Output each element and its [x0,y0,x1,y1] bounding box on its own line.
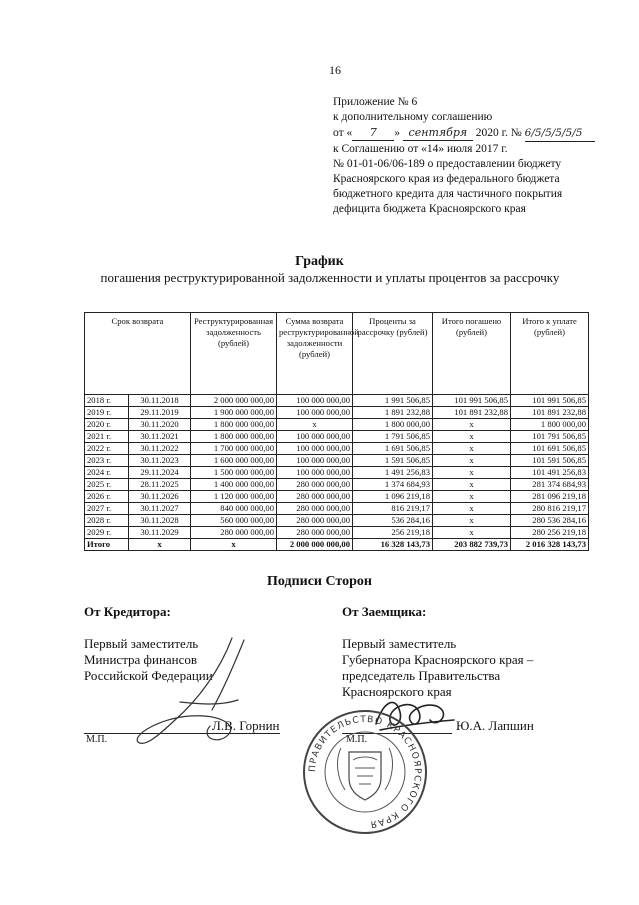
annex-line-6: Красноярского края из федерального бюджета [333,173,560,185]
table-total-row [85,539,589,551]
annex-line-1: Приложение № 6 [333,96,418,108]
creditor-name: Л.В. Горнин [212,718,280,733]
annex-line-7: бюджетного кредита для частичного покрытия [333,188,563,200]
header-interest: Проценты за рассрочку (рублей) [353,313,433,395]
row-return: 100 000 000,00 [277,443,353,455]
row-topay: 281 096 219,18 [511,491,589,503]
row-debt: 1 120 000 000,00 [191,491,277,503]
table-row [85,467,589,479]
row-debt: 1 800 000 000,00 [191,431,277,443]
row-repaid: х [433,455,511,467]
row-interest: 1 096 219,18 [353,491,433,503]
row-debt: 1 800 000 000,00 [191,419,277,431]
row-interest: 1 800 000,00 [353,419,433,431]
row-date: 30.11.2028 [129,515,191,527]
row-return: 280 000 000,00 [277,479,353,491]
creditor-line-1: Первый заместитель [84,636,199,651]
table-row [85,443,589,455]
row-topay: 101 991 506,85 [511,395,589,407]
row-date: 30.11.2026 [129,491,191,503]
header-term: Срок возврата [85,313,191,395]
total-debt: х [191,539,277,551]
row-date: 28.11.2025 [129,479,191,491]
row-interest: 1 891 232,88 [353,407,433,419]
row-topay: 101 691 506,85 [511,443,589,455]
row-date: 30.11.2018 [129,395,191,407]
annex-year: 2020 г. № [475,127,522,139]
seal-text: ПРАВИТЕЛЬСТВО КРАСНОЯРСКОГО КРАЯ [307,714,423,829]
creditor-mp: М.П. [86,734,108,745]
row-debt: 1 900 000 000,00 [191,407,277,419]
annex-header [333,95,623,217]
row-interest: 1 491 256,83 [353,467,433,479]
row-return: 100 000 000,00 [277,455,353,467]
table-row [85,491,589,503]
annex-line-5: № 01-01-06/06-189 о предоставлении бюджету [333,158,562,170]
table-row [85,431,589,443]
table-header-row [85,313,589,395]
row-repaid: х [433,503,511,515]
annex-line-4: к Соглашению от «14» июля 2017 г. [333,143,508,155]
row-return: 100 000 000,00 [277,395,353,407]
total-label: Итого [85,539,129,551]
row-topay: 101 791 506,85 [511,431,589,443]
row-return: 280 000 000,00 [277,503,353,515]
row-debt: 840 000 000,00 [191,503,277,515]
row-date: 30.11.2027 [129,503,191,515]
row-return: 280 000 000,00 [277,491,353,503]
borrower-name: Ю.А. Лапшин [456,718,534,733]
annex-line-3 [333,125,623,142]
header-debt: Реструктурированная задолженность (рублей) [191,313,277,395]
row-repaid: 101 991 506,85 [433,395,511,407]
borrower-line-3: председатель Правительства [342,668,501,683]
row-interest: 1 991 506,85 [353,395,433,407]
row-topay: 1 800 000,00 [511,419,589,431]
total-interest: 16 328 143,73 [353,539,433,551]
signatures-title: Подписи Сторон [267,574,372,589]
row-year: 2028 г. [85,515,129,527]
row-interest: 256 219,18 [353,527,433,539]
document-subtitle: погашения реструктурированной задолженности и уплаты процентов за рассрочку [100,270,560,285]
annex-line-8: дефицита бюджета Красноярского края [333,203,526,215]
borrower-line-1: Первый заместитель [342,636,457,651]
borrower-heading: От Заемщика: [342,604,427,619]
row-year: 2027 г. [85,503,129,515]
creditor-signature [120,630,270,760]
row-year: 2023 г. [85,455,129,467]
row-year: 2021 г. [85,431,129,443]
row-debt: 1 700 000 000,00 [191,443,277,455]
annex-date-prefix: от « [333,127,353,139]
row-topay: 280 816 219,17 [511,503,589,515]
row-repaid: х [433,527,511,539]
header-repaid: Итого погашено (рублей) [433,313,511,395]
row-debt: 2 000 000 000,00 [191,395,277,407]
row-year: 2019 г. [85,407,129,419]
annex-month: сентября [403,125,473,141]
row-return: 100 000 000,00 [277,467,353,479]
row-topay: 101 591 506,85 [511,455,589,467]
annex-line-2: к дополнительному соглашению [333,111,493,123]
row-interest: 536 284,16 [353,515,433,527]
row-year: 2024 г. [85,467,129,479]
row-year: 2020 г. [85,419,129,431]
creditor-line-3: Российской Федерации [84,668,213,683]
row-repaid: х [433,431,511,443]
borrower-mp: М.П. [346,734,368,745]
row-debt: 1 400 000 000,00 [191,479,277,491]
table-row [85,479,589,491]
borrower-line-4: Красноярского края [342,684,452,699]
document-title: График [295,254,344,269]
row-year: 2025 г. [85,479,129,491]
row-debt: 1 500 000 000,00 [191,467,277,479]
row-date: 30.11.2029 [129,527,191,539]
creditor-heading: От Кредитора: [84,604,171,619]
table-row [85,515,589,527]
row-interest: 816 219,17 [353,503,433,515]
row-repaid: х [433,419,511,431]
annex-date-mid: » [394,127,400,139]
row-year: 2026 г. [85,491,129,503]
header-topay: Итого к уплате (рублей) [511,313,589,395]
row-repaid: х [433,479,511,491]
row-date: 30.11.2021 [129,431,191,443]
creditor-line-2: Министра финансов [84,652,198,667]
table-row [85,527,589,539]
row-repaid: х [433,491,511,503]
total-date: х [129,539,191,551]
row-year: 2029 г. [85,527,129,539]
row-topay: 280 256 219,18 [511,527,589,539]
schedule-table [84,312,589,551]
row-return: 280 000 000,00 [277,515,353,527]
row-repaid: х [433,515,511,527]
borrower-line-2: Губернатора Красноярского края – [342,652,534,667]
row-date: 29.11.2019 [129,407,191,419]
row-interest: 1 374 684,93 [353,479,433,491]
row-year: 2018 г. [85,395,129,407]
row-year: 2022 г. [85,443,129,455]
row-topay: 281 374 684,93 [511,479,589,491]
row-return: 100 000 000,00 [277,407,353,419]
row-date: 30.11.2022 [129,443,191,455]
official-seal [301,708,429,836]
row-debt: 280 000 000,00 [191,527,277,539]
table-row [85,395,589,407]
row-topay: 101 891 232,88 [511,407,589,419]
total-repaid: 203 882 739,73 [433,539,511,551]
row-repaid: х [433,467,511,479]
row-date: 30.11.2020 [129,419,191,431]
row-return: х [277,419,353,431]
table-body [85,395,589,539]
total-topay: 2 016 328 143,73 [511,539,589,551]
table-row [85,407,589,419]
page-number: 16 [329,63,341,77]
annex-number: 6/5/5/5/5/5 [525,126,595,142]
row-debt: 560 000 000,00 [191,515,277,527]
table-row [85,455,589,467]
row-interest: 1 791 506,85 [353,431,433,443]
row-return: 100 000 000,00 [277,431,353,443]
table-row [85,503,589,515]
row-debt: 1 600 000 000,00 [191,455,277,467]
annex-day: 7 [352,125,394,141]
row-date: 30.11.2023 [129,455,191,467]
table-row [85,419,589,431]
row-date: 29.11.2024 [129,467,191,479]
row-repaid: х [433,443,511,455]
row-return: 280 000 000,00 [277,527,353,539]
header-return: Сумма возврата реструктурированной задолженности (рублей) [277,313,353,395]
row-interest: 1 691 506,85 [353,443,433,455]
row-repaid: 101 891 232,88 [433,407,511,419]
row-topay: 280 536 284,16 [511,515,589,527]
row-interest: 1 591 506,85 [353,455,433,467]
row-topay: 101 491 256,83 [511,467,589,479]
total-return: 2 000 000 000,00 [277,539,353,551]
